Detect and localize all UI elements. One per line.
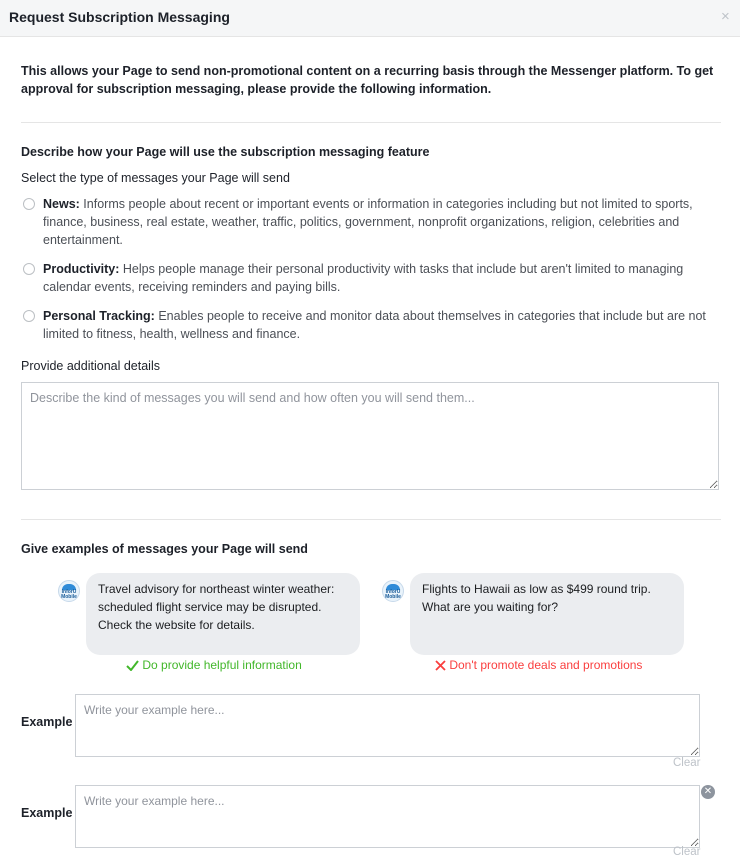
clear-link-2[interactable]: Clear <box>673 846 701 858</box>
avatar-logo-text: InforU Mobile <box>61 589 77 600</box>
bad-verdict-text: Don't promote deals and promotions <box>449 658 643 672</box>
clear-link-1[interactable]: Clear <box>673 757 701 769</box>
divider <box>21 519 721 520</box>
bad-example-bubble: Flights to Hawaii as low as $499 round trip. What are you waiting for? <box>410 573 684 655</box>
radio-productivity-description: Helps people manage their personal productivity with tasks that include but aren't limited to managing calendar events, receiving reminders and paying bills. <box>43 262 684 294</box>
divider <box>21 122 721 123</box>
page-avatar <box>382 580 404 602</box>
radio-personal-tracking-name: Personal Tracking: <box>43 309 155 323</box>
remove-example-icon[interactable]: ✕ <box>701 785 715 799</box>
good-verdict-text: Do provide helpful information <box>142 658 302 672</box>
example-input-2[interactable] <box>75 785 700 848</box>
radio-news-text <box>43 195 721 249</box>
x-icon <box>435 660 446 671</box>
radio-news[interactable] <box>23 198 35 210</box>
example-label-2: Example <box>21 806 73 820</box>
good-example-bubble: Travel advisory for northeast winter weather: scheduled flight service may be disrupted. Check the website for details. <box>86 573 360 655</box>
radio-productivity-name: Productivity: <box>43 262 120 276</box>
radio-personal-tracking[interactable] <box>23 310 35 322</box>
details-textarea[interactable] <box>21 382 719 490</box>
example-input-1[interactable] <box>75 694 700 757</box>
bad-example-verdict <box>435 658 642 672</box>
details-label: Provide additional details <box>21 359 160 373</box>
usage-section-title: Describe how your Page will use the subscription messaging feature <box>21 145 430 159</box>
radio-personal-tracking-text <box>43 307 721 343</box>
close-icon[interactable]: × <box>721 8 730 25</box>
radio-news-name: News: <box>43 197 80 211</box>
radio-option-productivity[interactable] <box>21 260 721 296</box>
radio-news-description: Informs people about recent or important events or information in categories including but not limited to sports, finance, business, real estate, weather, traffic, politics, government, nonprofit organizations, religion, celebrities and entertainment. <box>43 197 693 247</box>
page-avatar <box>58 580 80 602</box>
good-example-verdict <box>126 658 302 672</box>
radio-option-personal-tracking[interactable] <box>21 307 721 343</box>
examples-section-title: Give examples of messages your Page will send <box>21 542 308 556</box>
avatar-logo-text: InforU Mobile <box>385 589 401 600</box>
radio-option-news[interactable] <box>21 195 721 249</box>
example-label-1: Example <box>21 715 73 729</box>
radio-personal-tracking-description: Enables people to receive and monitor data about themselves in categories that include but are not limited to fitness, health, wellness and finance. <box>43 309 706 341</box>
dialog-header <box>0 0 740 37</box>
check-icon <box>126 660 139 671</box>
message-type-label: Select the type of messages your Page will send <box>21 171 290 185</box>
radio-productivity[interactable] <box>23 263 35 275</box>
intro-text: This allows your Page to send non-promotional content on a recurring basis through the Messenger platform. To get approval for subscription messaging, please provide the following information. <box>21 64 714 96</box>
dialog-title: Request Subscription Messaging <box>9 9 230 25</box>
radio-productivity-text <box>43 260 721 296</box>
